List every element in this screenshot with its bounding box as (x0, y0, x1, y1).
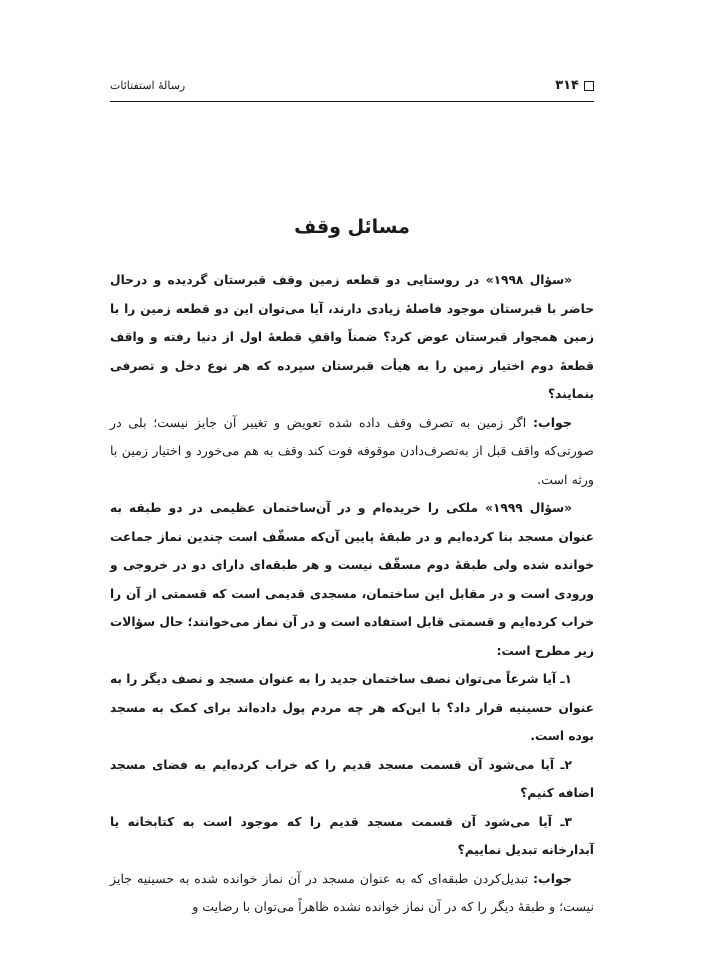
header-divider (110, 101, 594, 102)
section-title: مسائل وقف (294, 216, 410, 238)
question-1999: «سؤال ۱۹۹۹» ملکی را خریده‌ام و در آن‌ساختمان عظیمی در دو طبقه به عنوان مسجد بنا کرده‌ایم و در طبقهٔ پایین آن‌که مسقّف است چندین نماز جماعت خوانده شده ولی طبقهٔ دوم مسقّف نیست و هر طبقه‌ای دارای دو در خروجی و ورودی است و در مقابل این ساختمان، مسجدی قدیمی است که قسمتی از آن را خراب کرده‌ایم و قسمتی قابل استفاده است و در آن نماز می‌خوانند؛ حال سؤالات زیر مطرح است: (110, 501, 594, 658)
question-1999-item-2: ۲ـ آیا می‌شود آن قسمت مسجد قدیم را که خراب کرده‌ایم به فضای مسجد اضافه کنیم؟ (110, 757, 594, 800)
answer-1998 (110, 409, 594, 495)
answer-text: اگر زمین به تصرف وقف داده شده تعویض و تغییر آن جایز نیست؛ بلی در صورتی‌که واقف قبل از به‌تصرف‌دادن موقوفه فوت کند وقف به هم می‌خورد و اختیار زمین با ورثه است. (110, 414, 594, 487)
running-title: رسالهٔ استفتائات (110, 79, 186, 92)
question-1998: «سؤال ۱۹۹۸» در روستایی دو قطعه زمین وقف قبرستان گردیده و درحال حاضر با قبرستان موجود فاصلهٔ زیادی دارند، آیا می‌توان این دو قطعه زمین را با زمین همجوار قبرستان عوض کرد؟ ضمناً واقفِ قطعهٔ اول از دنیا رفته و واقف قطعهٔ دوم اختیار زمین را به هیأت قبرستان سپرده که هر نوع دخل و تصرفی بنمایند؟ (110, 273, 594, 401)
answer-1999 (110, 865, 594, 922)
answer-text: تبدیل‌کردن طبقه‌ای که به عنوان مسجد در آن نماز خوانده شده به حسینیه جایز نیست؛ و طبقهٔ دیگر را که در آن نماز خوانده نشده ظاهراً می‌توان با رضایت و (110, 870, 594, 914)
page-number: ۳۱۴ (555, 78, 579, 93)
answer-label: جواب: (533, 414, 572, 430)
page-number-group (555, 78, 594, 93)
question-1999-item-3: ۳ـ آیا می‌شود آن قسمت مسجد قدیم را که موجود است به کتابخانه یا آبدارخانه تبدیل نماییم؟ (110, 814, 594, 857)
square-bullet-icon (584, 81, 594, 91)
question-1999-item-1: ۱ـ آیا شرعاً می‌توان نصف ساختمان جدید را به عنوان مسجد و نصف دیگر را به عنوان حسینیه قرار داد؟ با این‌که هر چه مردم پول داده‌اند برای کمک به مسجد بوده است. (110, 672, 594, 743)
page-body (110, 266, 594, 922)
answer-label: جواب: (533, 870, 572, 886)
page-header (110, 78, 594, 100)
